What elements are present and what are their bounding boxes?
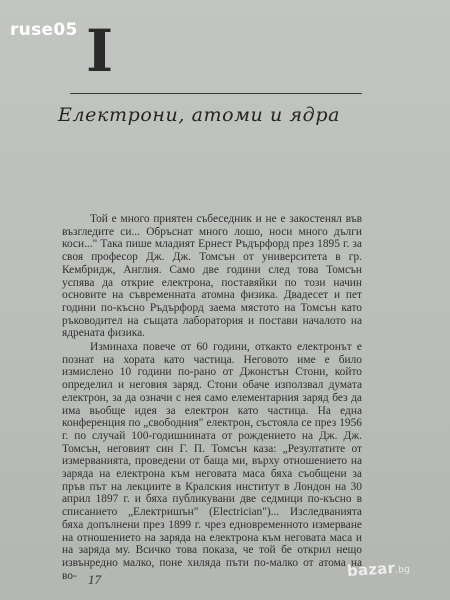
page-number: 17 (88, 572, 101, 587)
chapter-title: Електрони, атоми и ядра (58, 104, 341, 126)
paragraph-2: Изминаха повече от 60 години, откакто електронът е познат на хората като частица. Неговото име е било измислено 10 години по-рано от Джонстън Стони, който определил и неговия заряд. Стони обаче използвал думата електрон, за да означи с нея само елементарния заряд без да има вьобще идея за електрон като частица. На една конференция по „свободния" електрон, състояла се през 1956 г. по случай 100-годишнината от рождението на Дж. Дж. Томсън, неговият син Г. П. Томсън каза: „Резултатите от измерванията, проведени от баща ми, върху отношението на заряда на електрона към неговата маса бяха съобщени за пръв път на лекциите в Кралския институт в Лондон на 30 април 1897 г. и бяха публикувани две седмици по-късно в списанието „Електришън" (Electrician")... Изследванията бяха допълнени през 1899 г. чрез едновременното измерване на отношението на заряда на електрона към неговата маса и на заряда му. Всичко това показа, че той бе открил нещо извънредно малко, поне хиляда пъти по-малко от атома на во- (62, 341, 362, 582)
watermark-bazar-logo (346, 558, 410, 580)
watermark-bazar-text: bazar (346, 558, 396, 581)
watermark-bazar-tld: .bg (394, 564, 411, 576)
body-text (62, 213, 362, 582)
watermark-ruse05: ruse05 (10, 20, 78, 40)
chapter-rule (70, 93, 362, 94)
chapter-number: I (86, 17, 114, 85)
paragraph-1: Той е много приятен събеседник и не е закостенял във възгледите си... Обръснат много лошо, носи много дълги коси..." Така пише младият Ернест Ръдърфорд през 1895 г. за своя професор Дж. Дж. Томсън от университета в гр. Кембридж, Англия. Само две години след това Томсън успява да открие електрона, поставяйки по този начин основите на съвременната атомна физика. Двадесет и пет години по-късно Ръдърфорд заема мястото на Томсън като ръководител на същата лаборатория и постави началото на ядрената физика. (62, 213, 362, 340)
